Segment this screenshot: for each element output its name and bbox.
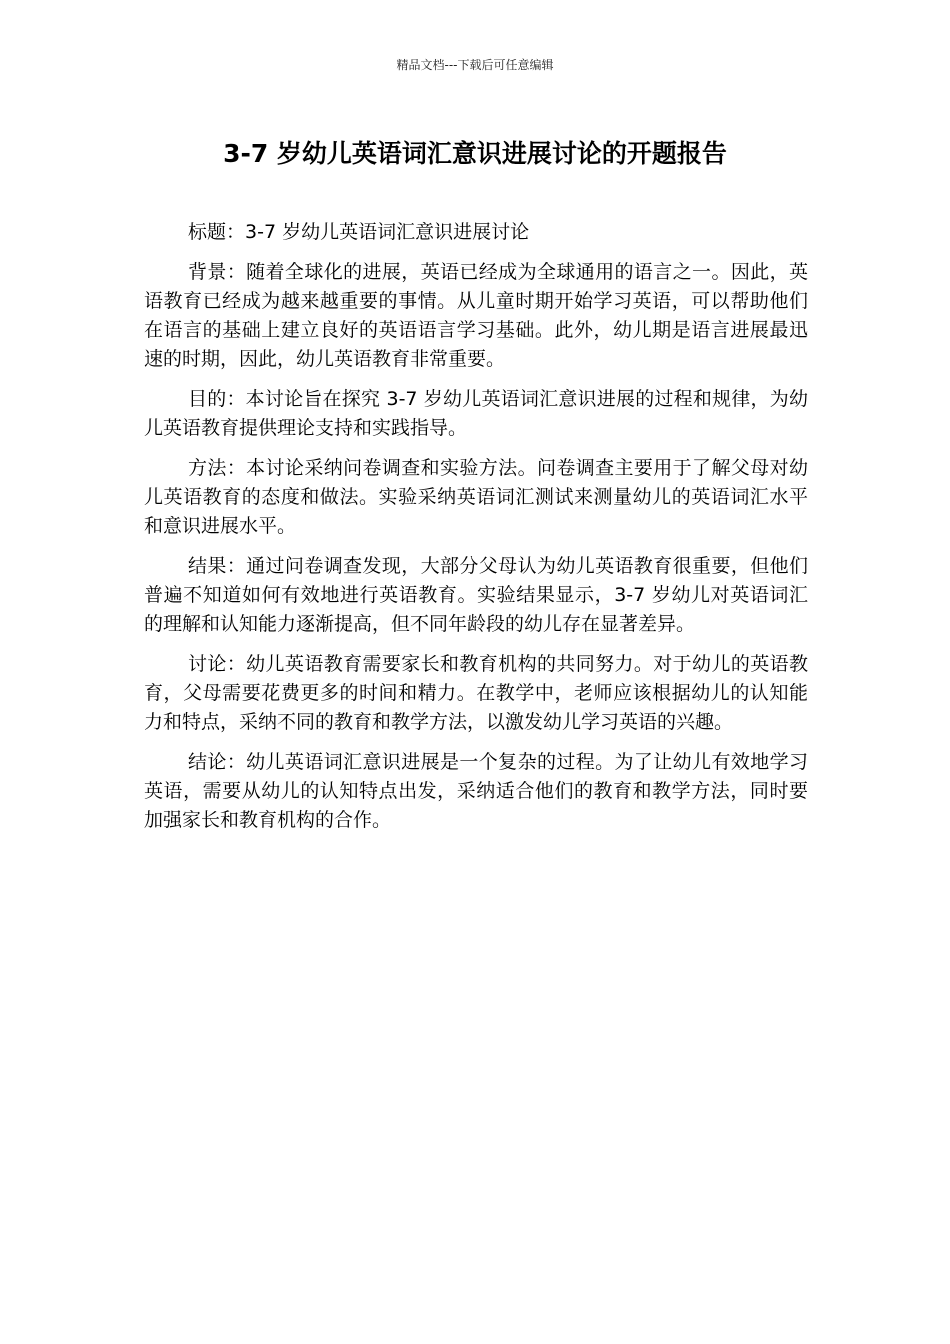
paragraph-conclusion: 结论：幼儿英语词汇意识进展是一个复杂的过程。为了让幼儿有效地学习英语，需要从幼儿的认知特点出发，采纳适合他们的教育和教学方法，同时要加强家长和教育机构的合作。 xyxy=(144,751,808,831)
paragraph-title: 标题：3-7 岁幼儿英语词汇意识进展讨论 xyxy=(188,221,530,243)
paragraph-purpose: 目的：本讨论旨在探究 3-7 岁幼儿英语词汇意识进展的过程和规律，为幼儿英语教育提供理论支持和实践指导。 xyxy=(144,388,808,439)
paragraph-results: 结果：通过问卷调查发现，大部分父母认为幼儿英语教育很重要，但他们普遍不知道如何有效地进行英语教育。实验结果显示，3-7 岁幼儿对英语词汇的理解和认知能力逐渐提高，但不同年龄段的幼儿存在显著差异。 xyxy=(144,555,808,635)
document-body xyxy=(144,218,808,846)
page-header-note: 精品文档---下载后可任意编辑 xyxy=(396,58,554,72)
paragraph-method: 方法：本讨论采纳问卷调查和实验方法。问卷调查主要用于了解父母对幼儿英语教育的态度和做法。实验采纳英语词汇测试来测量幼儿的英语词汇水平和意识进展水平。 xyxy=(144,457,808,537)
paragraph-discussion: 讨论：幼儿英语教育需要家长和教育机构的共同努力。对于幼儿的英语教育，父母需要花费更多的时间和精力。在教学中，老师应该根据幼儿的认知能力和特点，采纳不同的教育和教学方法，以激发幼儿学习英语的兴趣。 xyxy=(144,653,808,733)
document-title: 3-7 岁幼儿英语词汇意识进展讨论的开题报告 xyxy=(223,139,727,168)
paragraph-background: 背景：随着全球化的进展，英语已经成为全球通用的语言之一。因此，英语教育已经成为越来越重要的事情。从儿童时期开始学习英语，可以帮助他们在语言的基础上建立良好的英语语言学习基础。此外，幼儿期是语言进展最迅速的时期，因此，幼儿英语教育非常重要。 xyxy=(144,261,808,370)
